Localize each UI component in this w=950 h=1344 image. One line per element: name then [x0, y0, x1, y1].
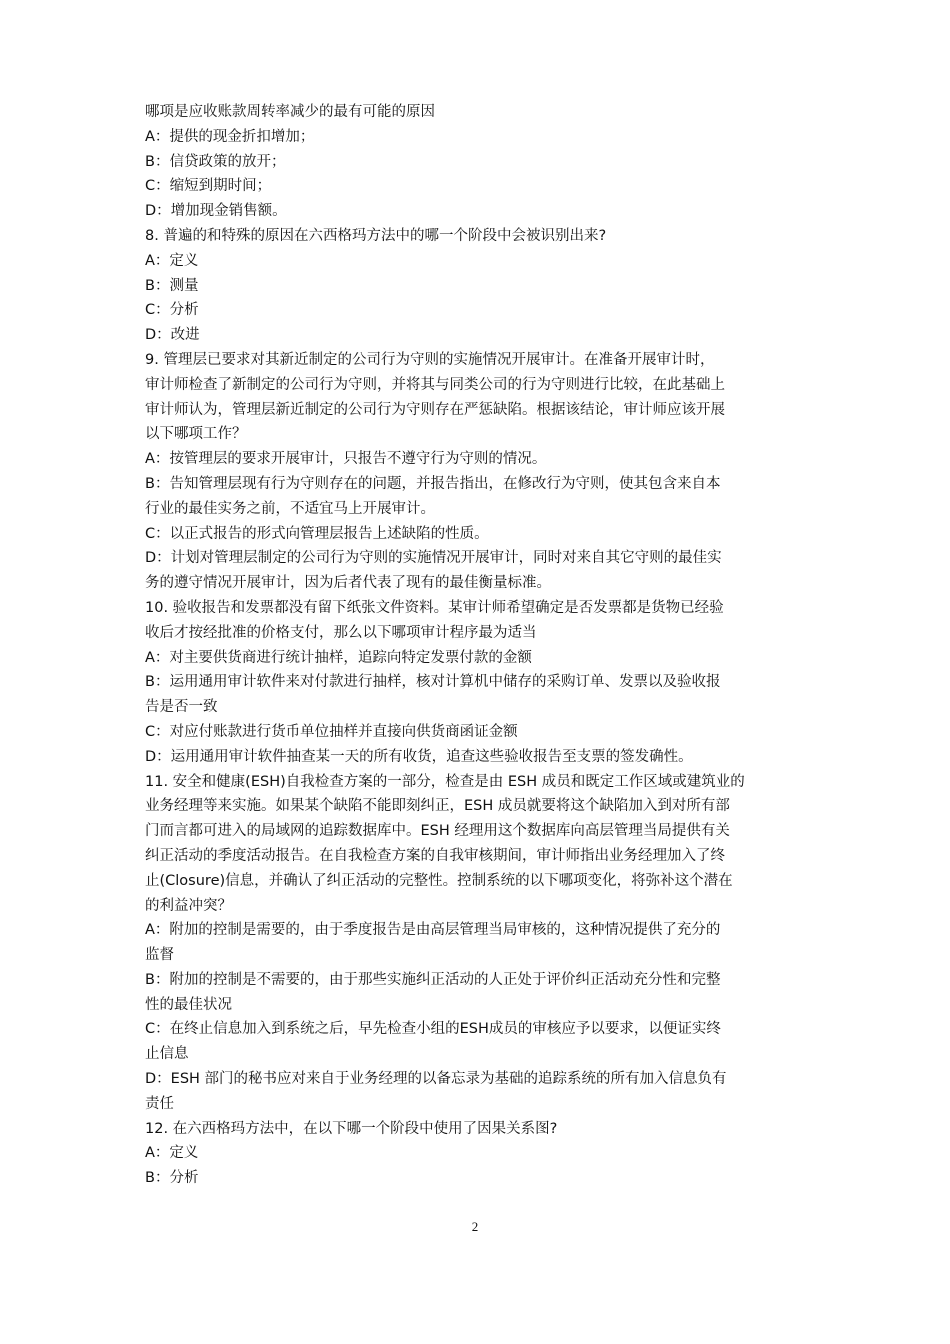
text-line: 业务经理等来实施。如果某个缺陷不能即刻纠正，ESH 成员就要将这个缺陷加入到对所有部	[145, 798, 730, 815]
page-body	[145, 100, 810, 1191]
text-line: 纠正活动的季度活动报告。在自我检查方案的自我审核期间，审计师指出业务经理加入了终	[145, 847, 725, 864]
text-line: 8. 普遍的和特殊的原因在六西格玛方法中的哪一个阶段中会被识别出来?	[145, 227, 607, 244]
text-line: 止(Closure)信息，并确认了纠正活动的完整性。控制系统的以下哪项变化，将弥补这个潜在	[145, 872, 733, 889]
text-line: D：改进	[145, 327, 200, 344]
text-line: 审计师检查了新制定的公司行为守则，并将其与同类公司的行为守则进行比较，在此基础上	[145, 376, 725, 393]
text-line: B：测量	[145, 277, 199, 294]
text-line: C：分析	[145, 302, 199, 319]
text-line: 告是否一致	[145, 699, 218, 716]
text-line: 门而言都可进入的局域网的追踪数据库中。ESH 经理用这个数据库向高层管理当局提供有关	[145, 823, 730, 840]
text-line: 的利益冲突？	[145, 897, 232, 914]
text-line: D：计划对管理层制定的公司行为守则的实施情况开展审计，同时对来自其它守则的最佳实	[145, 550, 722, 567]
text-line: 9. 管理层已要求对其新近制定的公司行为守则的实施情况开展审计。在准备开展审计时，	[145, 351, 715, 368]
text-line: 审计师认为，管理层新近制定的公司行为守则存在严惩缺陷。根据该结论，审计师应该开展	[145, 401, 725, 418]
text-line: B：告知管理层现有行为守则存在的问题，并报告指出，在修改行为守则，使其包含来自本	[145, 475, 721, 492]
text-line: A：按管理层的要求开展审计，只报告不遵守行为守则的情况。	[145, 451, 547, 468]
text-line: B：分析	[145, 1170, 199, 1187]
text-line: 行业的最佳实务之前，不适宜马上开展审计。	[145, 500, 435, 517]
text-line: A：附加的控制是需要的，由于季度报告是由高层管理当局审核的，这种情况提供了充分的	[145, 922, 721, 939]
page-number: 2	[471, 1219, 479, 1234]
text-line: A：定义	[145, 252, 199, 269]
text-line: 11. 安全和健康(ESH)自我检查方案的一部分，检查是由 ESH 成员和既定工作区域或建筑业的	[145, 773, 745, 790]
text-line: 监督	[145, 947, 174, 964]
text-line: 务的遵守情况开展审计，因为后者代表了现有的最佳衡量标准。	[145, 575, 551, 592]
text-line: C：以正式报告的形式向管理层报告上述缺陷的性质。	[145, 525, 489, 542]
text-line: D：ESH 部门的秘书应对来自于业务经理的以备忘录为基础的追踪系统的所有加入信息负有	[145, 1071, 727, 1088]
text-line: 12. 在六西格玛方法中，在以下哪一个阶段中使用了因果关系图?	[145, 1120, 558, 1137]
text-line: C：缩短到期时间；	[145, 178, 272, 195]
text-line: C：在终止信息加入到系统之后，早先检查小组的ESH成员的审核应予以要求，以便证实终	[145, 1021, 721, 1038]
text-line: D：运用通用审计软件抽查某一天的所有收货，追查这些验收报告至支票的签发确性。	[145, 748, 693, 765]
text-line: B：信贷政策的放开；	[145, 153, 286, 170]
text-line: B：附加的控制是不需要的，由于那些实施纠正活动的人正处于评价纠正活动充分性和完整	[145, 971, 721, 988]
text-line: 10. 验收报告和发票都没有留下纸张文件资料。某审计师希望确定是否发票都是货物已经验	[145, 599, 724, 616]
text-line: 性的最佳状况	[145, 996, 232, 1013]
text-line: 止信息	[145, 1046, 189, 1063]
text-line: 收后才按经批准的价格支付，那么以下哪项审计程序最为适当	[145, 624, 537, 641]
text-line: B：运用通用审计软件来对付款进行抽样，核对计算机中储存的采购订单、发票以及验收报	[145, 674, 721, 691]
text-line: A：定义	[145, 1145, 199, 1162]
text-line: 责任	[145, 1095, 174, 1112]
text-line: C：对应付账款进行货币单位抽样并直接向供货商函证金额	[145, 723, 518, 740]
text-line: 哪项是应收账款周转率减少的最有可能的原因	[145, 104, 435, 120]
text-line: A：对主要供货商进行统计抽样，追踪向特定发票付款的金额	[145, 649, 532, 666]
text-line: 以下哪项工作？	[145, 426, 247, 443]
text-line: D：增加现金销售额。	[145, 203, 287, 220]
text-line: A：提供的现金折扣增加；	[145, 128, 315, 145]
